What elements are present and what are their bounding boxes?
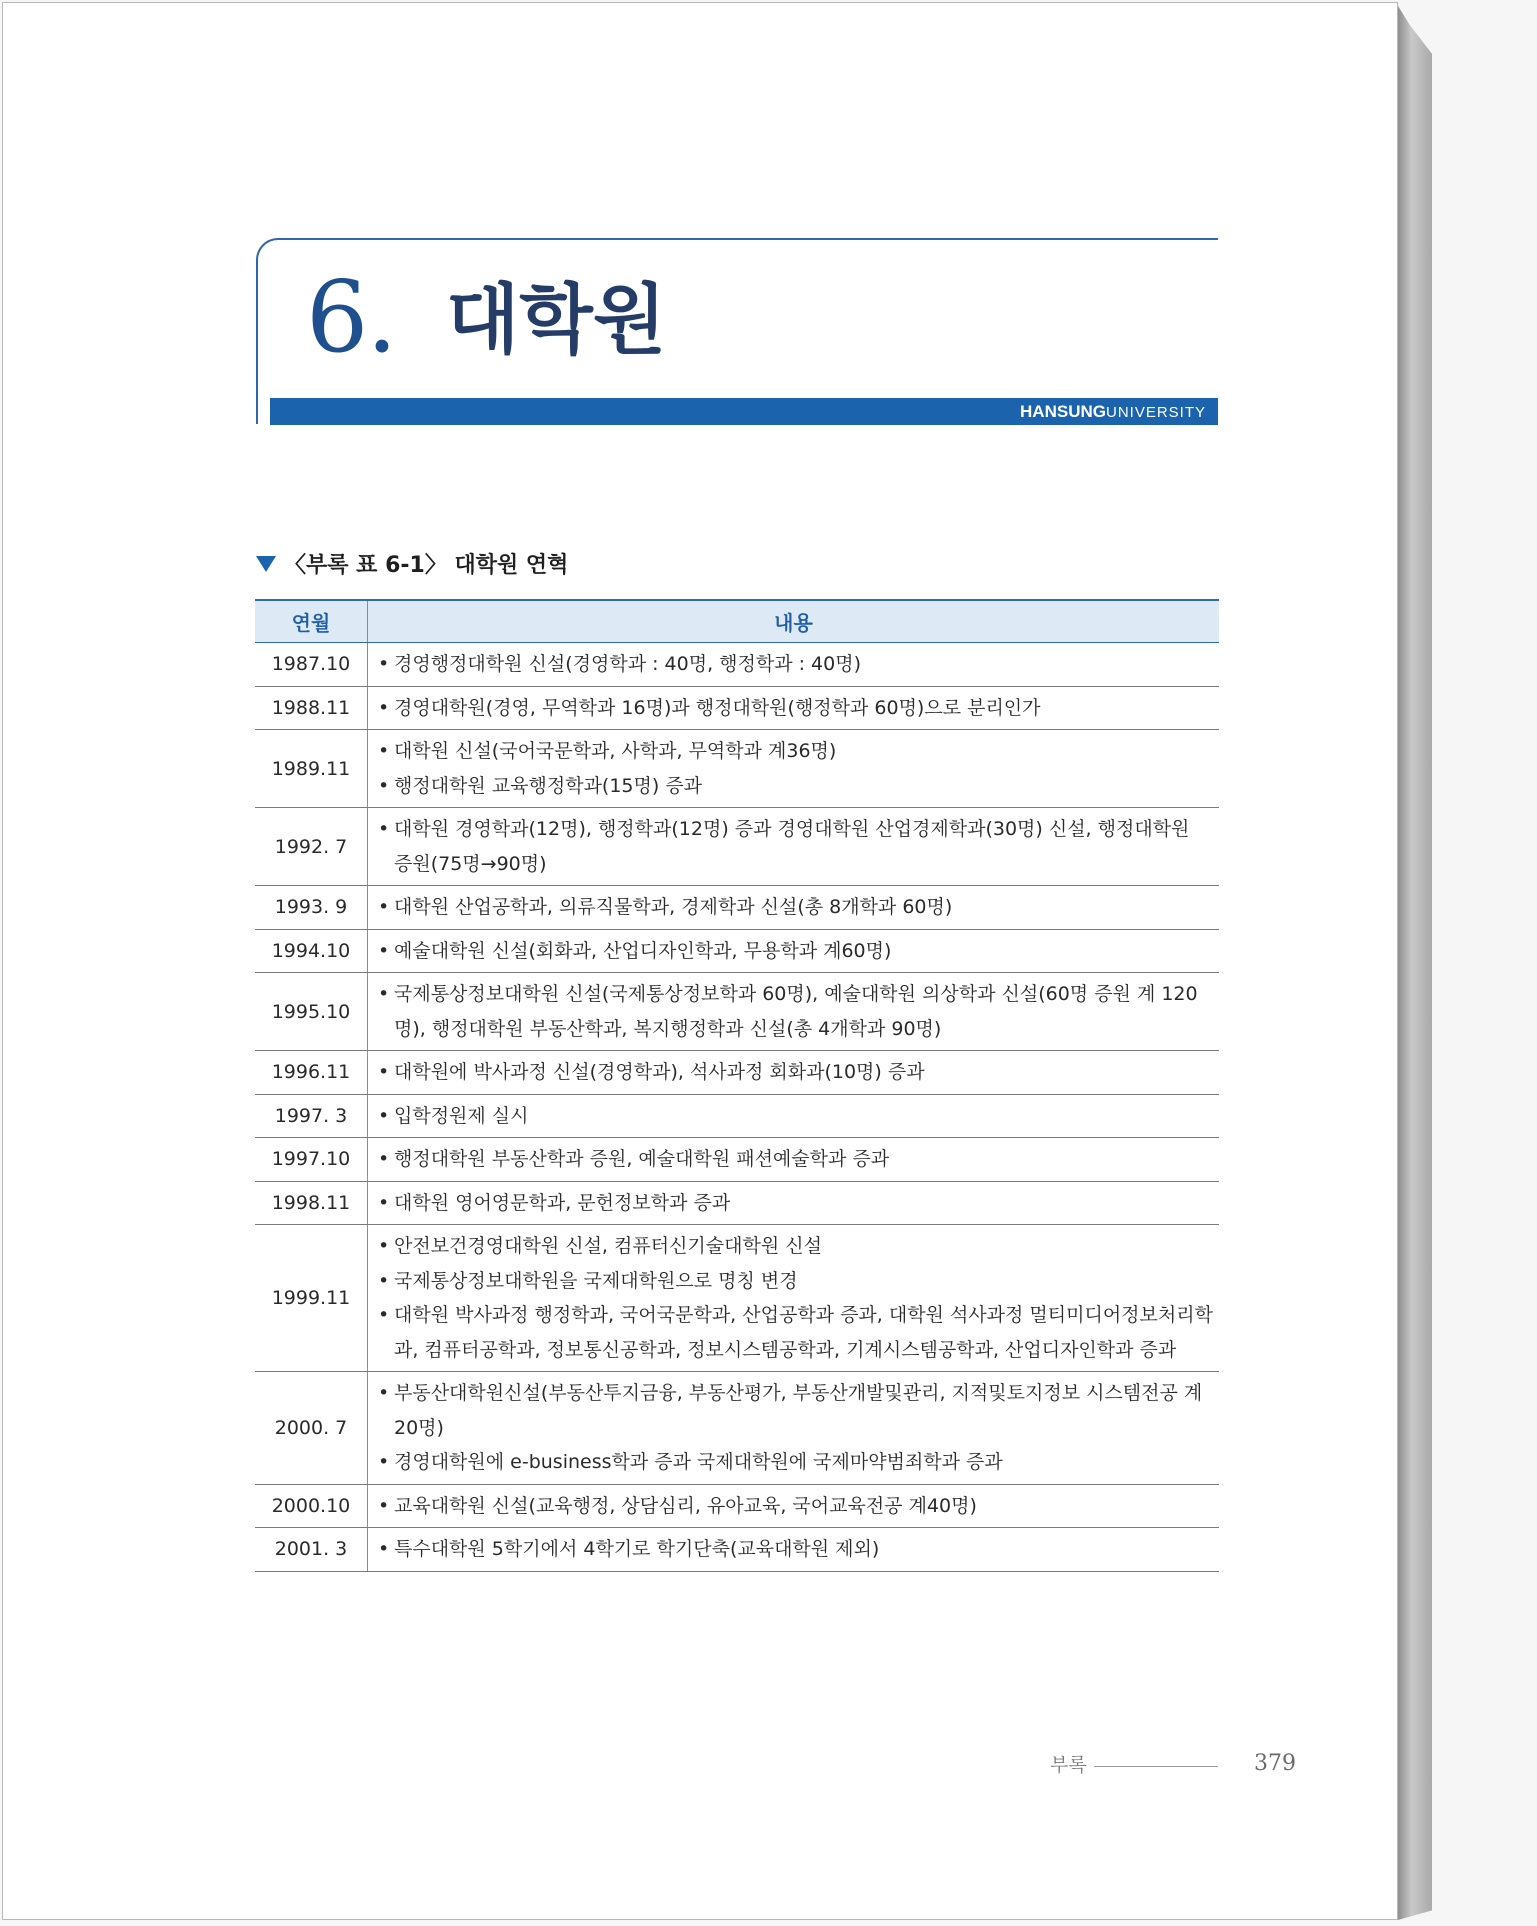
list-item: • 경영대학원에 e-business학과 증과 국제대학원에 국제마약범죄학과 증과 xyxy=(378,1445,1213,1480)
footer-rule xyxy=(1094,1766,1218,1767)
list-item: • 대학원 신설(국어국문학과, 사학과, 무역학과 계36명) xyxy=(378,734,1213,769)
row-year: 1995.10 xyxy=(255,973,368,1051)
row-item-list xyxy=(378,934,1213,969)
row-year: 1994.10 xyxy=(255,929,368,973)
table-row xyxy=(255,808,1219,886)
row-item-list xyxy=(378,1376,1213,1480)
chapter-frame xyxy=(256,238,1218,424)
table-row xyxy=(255,686,1219,730)
table-row xyxy=(255,1051,1219,1095)
table-row xyxy=(255,1181,1219,1225)
brand-light: UNIVERSITY xyxy=(1105,404,1206,421)
table-row xyxy=(255,1094,1219,1138)
table-caption xyxy=(256,551,568,581)
row-item-list xyxy=(378,1142,1213,1177)
list-item: • 입학정원제 실시 xyxy=(378,1099,1213,1134)
list-item: • 대학원 박사과정 행정학과, 국어국문학과, 산업공학과 증과, 대학원 석사과정 멀티미디어정보처리학과, 컴퓨터공학과, 정보통신공학과, 정보시스템공학과, 기계시스템공학과, 산업디자인학과 증과 xyxy=(378,1298,1213,1367)
table-row xyxy=(255,730,1219,808)
list-item: • 특수대학원 5학기에서 4학기로 학기단축(교육대학원 제외) xyxy=(378,1532,1213,1567)
row-item-list xyxy=(378,1055,1213,1090)
list-item: • 예술대학원 신설(회화과, 산업디자인학과, 무용학과 계60명) xyxy=(378,934,1213,969)
row-year: 1997.10 xyxy=(255,1138,368,1182)
university-logo-text xyxy=(1020,398,1206,425)
row-content xyxy=(368,730,1220,808)
table-row xyxy=(255,1484,1219,1528)
row-content xyxy=(368,1372,1220,1485)
table-row xyxy=(255,973,1219,1051)
list-item: • 대학원 경영학과(12명), 행정학과(12명) 증과 경영대학원 산업경제학과(30명) 신설, 행정대학원 증원(75명→90명) xyxy=(378,812,1213,881)
chapter-number: 6. xyxy=(306,261,396,375)
list-item: • 안전보건경영대학원 신설, 컴퓨터신기술대학원 신설 xyxy=(378,1229,1213,1264)
list-item: • 행정대학원 교육행정학과(15명) 증과 xyxy=(378,769,1213,804)
row-content xyxy=(368,1528,1220,1572)
row-content xyxy=(368,808,1220,886)
list-item: • 행정대학원 부동산학과 증원, 예술대학원 패션예술학과 증과 xyxy=(378,1142,1213,1177)
brand-bold: HANSUNG xyxy=(1020,402,1106,421)
list-item: • 대학원 영어영문학과, 문헌정보학과 증과 xyxy=(378,1186,1213,1221)
row-content xyxy=(368,1225,1220,1372)
table-row xyxy=(255,929,1219,973)
table-row xyxy=(255,1528,1219,1572)
table-row xyxy=(255,1372,1219,1485)
triangle-down-icon xyxy=(256,556,276,572)
table-caption-text: 〈부록 표 6-1〉 대학원 연혁 xyxy=(284,553,569,578)
row-content xyxy=(368,1138,1220,1182)
list-item: • 경영대학원(경영, 무역학과 16명)과 행정대학원(행정학과 60명)으로 분리인가 xyxy=(378,691,1213,726)
row-item-list xyxy=(378,1099,1213,1134)
row-item-list xyxy=(378,1532,1213,1567)
row-content xyxy=(368,886,1220,930)
row-year: 2000.10 xyxy=(255,1484,368,1528)
row-item-list xyxy=(378,647,1213,682)
row-year: 1997. 3 xyxy=(255,1094,368,1138)
row-item-list xyxy=(378,812,1213,881)
list-item: • 경영행정대학원 신설(경영학과 : 40명, 행정학과 : 40명) xyxy=(378,647,1213,682)
table-header-row xyxy=(255,600,1219,643)
row-year: 1989.11 xyxy=(255,730,368,808)
row-year: 1996.11 xyxy=(255,1051,368,1095)
row-content xyxy=(368,1181,1220,1225)
table-row xyxy=(255,886,1219,930)
row-item-list xyxy=(378,1186,1213,1221)
row-year: 2000. 7 xyxy=(255,1372,368,1485)
row-content xyxy=(368,1051,1220,1095)
chapter-title: 대학원 xyxy=(446,275,667,364)
row-year: 1998.11 xyxy=(255,1181,368,1225)
chapter-banner xyxy=(270,398,1218,425)
list-item: • 부동산대학원신설(부동산투지금융, 부동산평가, 부동산개발및관리, 지적및토지정보 시스템전공 계20명) xyxy=(378,1376,1213,1445)
page-number: 379 xyxy=(1254,1751,1296,1776)
row-item-list xyxy=(378,1229,1213,1367)
row-year: 1999.11 xyxy=(255,1225,368,1372)
row-year: 1993. 9 xyxy=(255,886,368,930)
table-row xyxy=(255,643,1219,687)
row-item-list xyxy=(378,1489,1213,1524)
history-table-body xyxy=(255,643,1219,1572)
row-content xyxy=(368,1094,1220,1138)
row-content xyxy=(368,643,1220,687)
row-content xyxy=(368,973,1220,1051)
row-item-list xyxy=(378,890,1213,925)
footer-section-label: 부록 xyxy=(1050,1754,1087,1776)
row-item-list xyxy=(378,734,1213,803)
list-item: • 국제통상정보대학원 신설(국제통상정보학과 60명), 예술대학원 의상학과 신설(60명 증원 계 120명), 행정대학원 부동산학과, 복지행정학과 신설(총 4개학과 90명) xyxy=(378,977,1213,1046)
row-content xyxy=(368,929,1220,973)
row-item-list xyxy=(378,691,1213,726)
table-row xyxy=(255,1225,1219,1372)
list-item: • 국제통상정보대학원을 국제대학원으로 명칭 변경 xyxy=(378,1264,1213,1299)
table-row xyxy=(255,1138,1219,1182)
list-item: • 대학원 산업공학과, 의류직물학과, 경제학과 신설(총 8개학과 60명) xyxy=(378,890,1213,925)
row-item-list xyxy=(378,977,1213,1046)
history-table xyxy=(255,599,1219,1572)
row-year: 1987.10 xyxy=(255,643,368,687)
row-year: 1992. 7 xyxy=(255,808,368,886)
row-content xyxy=(368,686,1220,730)
row-year: 2001. 3 xyxy=(255,1528,368,1572)
list-item: • 교육대학원 신설(교육행정, 상담심리, 유아교육, 국어교육전공 계40명) xyxy=(378,1489,1213,1524)
list-item: • 대학원에 박사과정 신설(경영학과), 석사과정 회화과(10명) 증과 xyxy=(378,1055,1213,1090)
page-stack-edge xyxy=(1398,6,1432,1920)
header-content: 내용 xyxy=(368,600,1220,643)
row-content xyxy=(368,1484,1220,1528)
header-year: 연월 xyxy=(255,600,368,643)
row-year: 1988.11 xyxy=(255,686,368,730)
